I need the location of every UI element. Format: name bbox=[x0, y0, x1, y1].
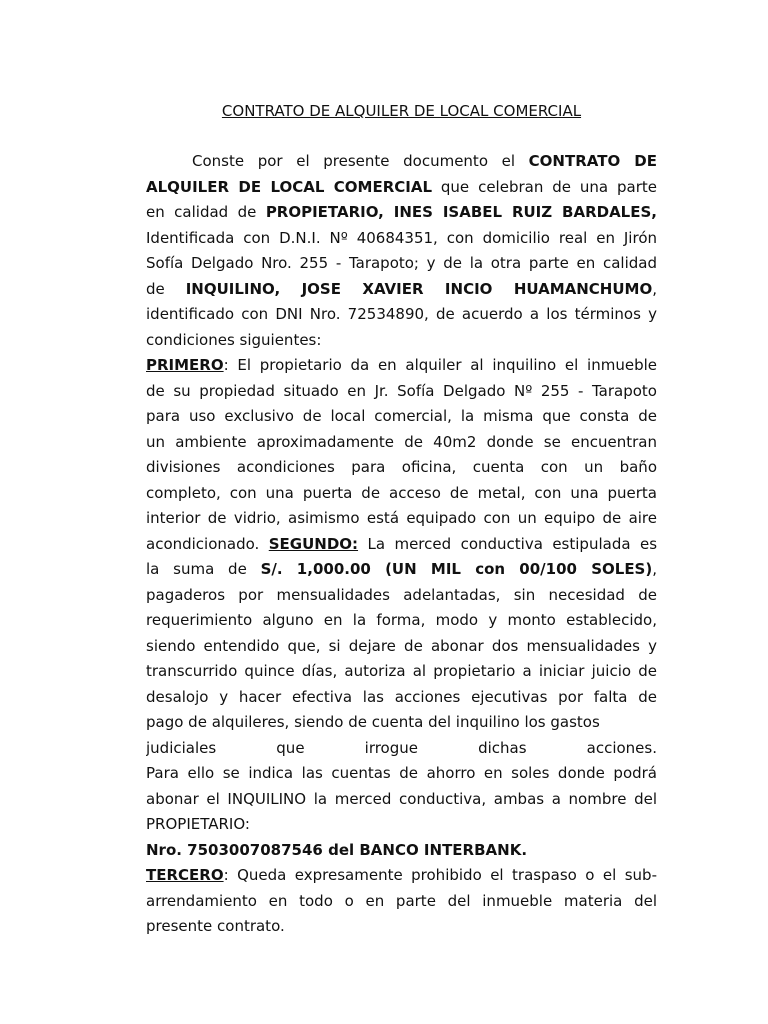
line-text: de bbox=[146, 279, 186, 298]
line-text: presente contrato. bbox=[146, 917, 285, 935]
contract-line bbox=[146, 659, 657, 685]
contract-line bbox=[146, 787, 657, 813]
bold-text: Nro. 7503007087546 del BANCO INTERBANK. bbox=[146, 840, 528, 859]
line-text: la suma de bbox=[146, 560, 261, 578]
contract-line bbox=[146, 838, 657, 864]
contract-line bbox=[146, 175, 657, 201]
bold-text: PROPIETARIO, INES ISABEL RUIZ BARDALES, bbox=[265, 203, 657, 221]
contract-line bbox=[146, 277, 657, 303]
line-text: acondicionado. bbox=[146, 534, 269, 553]
line-text: de su propiedad situado en Jr. Sofía Delgado Nº 255 - Tarapoto bbox=[146, 381, 657, 400]
contract-line bbox=[146, 532, 657, 558]
contract-line bbox=[146, 200, 657, 226]
line-text: pagaderos por mensualidades adelantadas, sin necesidad de bbox=[146, 585, 657, 604]
bold-text: S/. 1,000.00 (UN MIL con 00/100 SOLES) bbox=[260, 560, 653, 578]
contract-line bbox=[146, 889, 657, 915]
line-text: abonar el INQUILINO la merced conductiva, ambas a nombre del bbox=[146, 789, 657, 808]
line-text: La merced conductiva estipulada es bbox=[358, 534, 657, 553]
line-text: identificado con DNI Nro. 72534890, de acuerdo a los términos y bbox=[146, 305, 657, 323]
line-text: Para ello se indica las cuentas de ahorro en soles donde podrá bbox=[146, 764, 657, 782]
line-text: judiciales que irrogue dichas acciones. bbox=[146, 738, 657, 757]
line-text: pago de alquileres, siendo de cuenta del inquilino los gastos bbox=[146, 713, 600, 731]
line-text: transcurrido quince días, autoriza al propietario a iniciar juicio de bbox=[146, 662, 657, 680]
contract-line bbox=[146, 685, 657, 711]
bold-text: ALQUILER DE LOCAL COMERCIAL bbox=[146, 177, 432, 196]
contract-line bbox=[146, 481, 657, 507]
bold-text: CONTRATO DE bbox=[528, 152, 657, 170]
contract-line bbox=[146, 251, 657, 277]
contract-line bbox=[146, 379, 657, 405]
line-text: para uso exclusivo de local comercial, la misma que consta de bbox=[146, 407, 657, 425]
contract-line bbox=[146, 404, 657, 430]
line-text: que celebran de una parte bbox=[432, 177, 657, 196]
line-text: siendo entendido que, si dejare de abonar dos mensualidades y bbox=[146, 636, 657, 655]
line-text: Conste por el presente documento el bbox=[192, 152, 529, 170]
contract-line bbox=[146, 302, 657, 328]
line-text: en calidad de bbox=[146, 203, 266, 221]
contract-title: CONTRATO DE ALQUILER DE LOCAL COMERCIAL bbox=[221, 102, 582, 120]
bold-text: INQUILINO, JOSE XAVIER INCIO HUAMANCHUMO bbox=[185, 279, 653, 298]
contract-line bbox=[146, 149, 657, 175]
contract-line bbox=[146, 710, 657, 736]
contract-line bbox=[146, 812, 657, 838]
clause-heading: TERCERO bbox=[146, 866, 224, 884]
contract-line bbox=[146, 226, 657, 252]
line-text: Sofía Delgado Nro. 255 - Tarapoto; y de la otra parte en calidad bbox=[146, 254, 657, 272]
clause-heading: SEGUNDO: bbox=[268, 534, 359, 553]
line-text: Identificada con D.N.I. Nº 40684351, con domicilio real en Jirón bbox=[146, 228, 657, 247]
line-text: un ambiente aproximadamente de 40m2 donde se encuentran bbox=[146, 432, 657, 451]
clause-heading: PRIMERO bbox=[146, 356, 224, 374]
contract-line bbox=[146, 328, 657, 354]
line-text: , bbox=[652, 560, 657, 578]
line-text: completo, con una puerta de acceso de metal, con una puerta bbox=[146, 483, 657, 502]
line-text: : El propietario da en alquiler al inquilino el inmueble bbox=[223, 356, 657, 374]
line-text: arrendamiento en todo o en parte del inmueble materia del bbox=[146, 891, 657, 910]
contract-line bbox=[146, 557, 657, 583]
contract-line bbox=[146, 863, 657, 889]
line-text: : Queda expresamente prohibido el traspaso o el sub- bbox=[223, 866, 657, 884]
line-text: desalojo y hacer efectiva las acciones ejecutivas por falta de bbox=[146, 687, 657, 706]
line-text: interior de vidrio, asimismo está equipado con un equipo de aire bbox=[146, 509, 657, 527]
contract-line bbox=[146, 736, 657, 762]
line-text: requerimiento alguno en la forma, modo y monto establecido, bbox=[146, 611, 657, 629]
contract-line bbox=[146, 353, 657, 379]
contract-line bbox=[146, 430, 657, 456]
contract-line bbox=[146, 455, 657, 481]
line-text: divisiones acondiciones para oficina, cuenta con un baño bbox=[146, 458, 657, 476]
contract-line bbox=[146, 634, 657, 660]
contract-line bbox=[146, 583, 657, 609]
contract-line bbox=[146, 506, 657, 532]
contract-line bbox=[146, 914, 657, 940]
contract-body bbox=[146, 149, 657, 940]
line-text: condiciones siguientes: bbox=[146, 330, 322, 349]
line-text: PROPIETARIO: bbox=[146, 815, 250, 833]
line-text: , bbox=[652, 279, 657, 298]
contract-line bbox=[146, 761, 657, 787]
contract-line bbox=[146, 608, 657, 634]
